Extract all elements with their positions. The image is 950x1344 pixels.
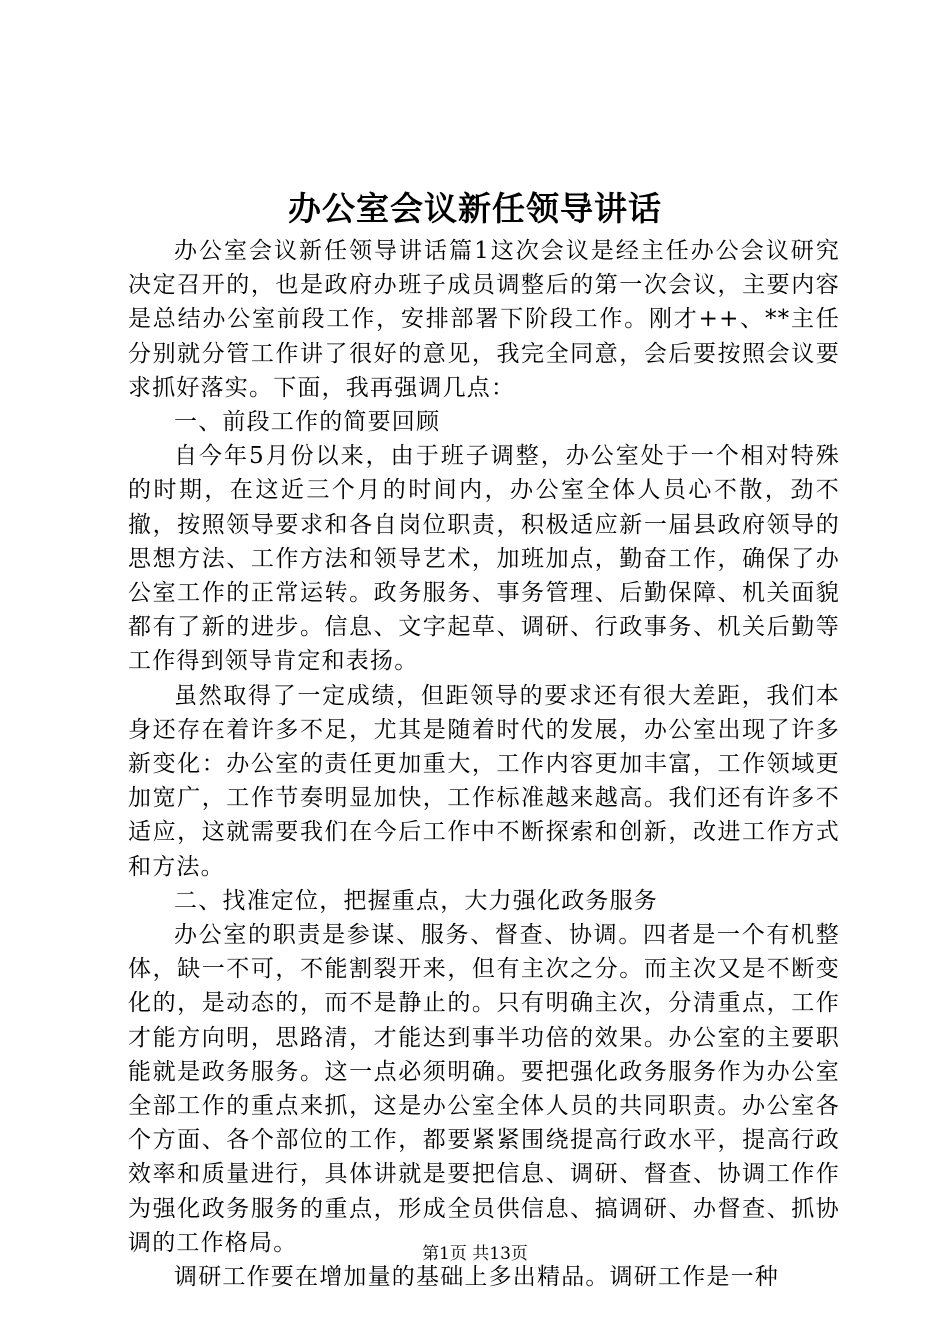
page-number: 第1页 共13页	[422, 1244, 528, 1264]
paragraph-research: 调研工作要在增加量的基础上多出精品。调研工作是一种	[174, 1264, 779, 1291]
paragraph-duties: 办公室的职责是参谋、服务、督查、协调。四者是一个有机整体，缺一不可，不能割裂开来，但有主次之分。而主次又是不断变化的，是动态的，而不是静止的。只有明确主次，分清重点，工作才能方向明，思路清，才能达到事半功倍的效果。办公室的主要职能就是政务服务。这一点必须明确。要把强化政务服务作为办公室全部工作的重点来抓，这是办公室全体人员的共同职责。办公室各个方面、各个部位的工作，都要紧紧围绕提高行政水平，提高行政效率和质量进行，具体讲就是要把信息、调研、督查、协调工作作为强化政务服务的重点，形成全员供信息、搞调研、办督查、抓协调的工作格局。	[128, 922, 840, 1256]
section-heading-1: 一、前段工作的简要回顾	[174, 409, 441, 436]
paragraph-shortcomings: 虽然取得了一定成绩，但距领导的要求还有很大差距，我们本身还存在着许多不足，尤其是随着时代的发展，办公室出现了许多新变化：办公室的责任更加重大，工作内容更加丰富，工作领域更加宽广，工作节奏明显加快，工作标准越来越高。我们还有许多不适应，这就需要我们在今后工作中不断探索和创新，改进工作方式和方法。	[128, 682, 840, 880]
paragraph-intro: 办公室会议新任领导讲话篇1这次会议是经主任办公会议研究决定召开的，也是政府办班子成员调整后的第一次会议，主要内容是总结办公室前段工作，安排部署下阶段工作。刚才++、**主任分别就分管工作讲了很好的意见，我完全同意，会后要按照会议要求抓好落实。下面，我再强调几点：	[128, 238, 840, 401]
section-heading-2: 二、找准定位，把握重点，大力强化政务服务	[174, 887, 658, 914]
paragraph-review: 自今年5月份以来，由于班子调整，办公室处于一个相对特殊的时期，在这近三个月的时间内，办公室全体人员心不散，劲不撤，按照领导要求和各自岗位职责，积极适应新一届县政府领导的思想方法、工作方法和领导艺术，加班加点，勤奋工作，确保了办公室工作的正常运转。政务服务、事务管理、后勤保障、机关面貌都有了新的进步。信息、文字起草、调研、行政事务、机关后勤等工作得到领导肯定和表扬。	[128, 443, 840, 675]
document-body	[128, 234, 840, 1294]
document-title: 办公室会议新任领导讲话	[288, 189, 662, 228]
